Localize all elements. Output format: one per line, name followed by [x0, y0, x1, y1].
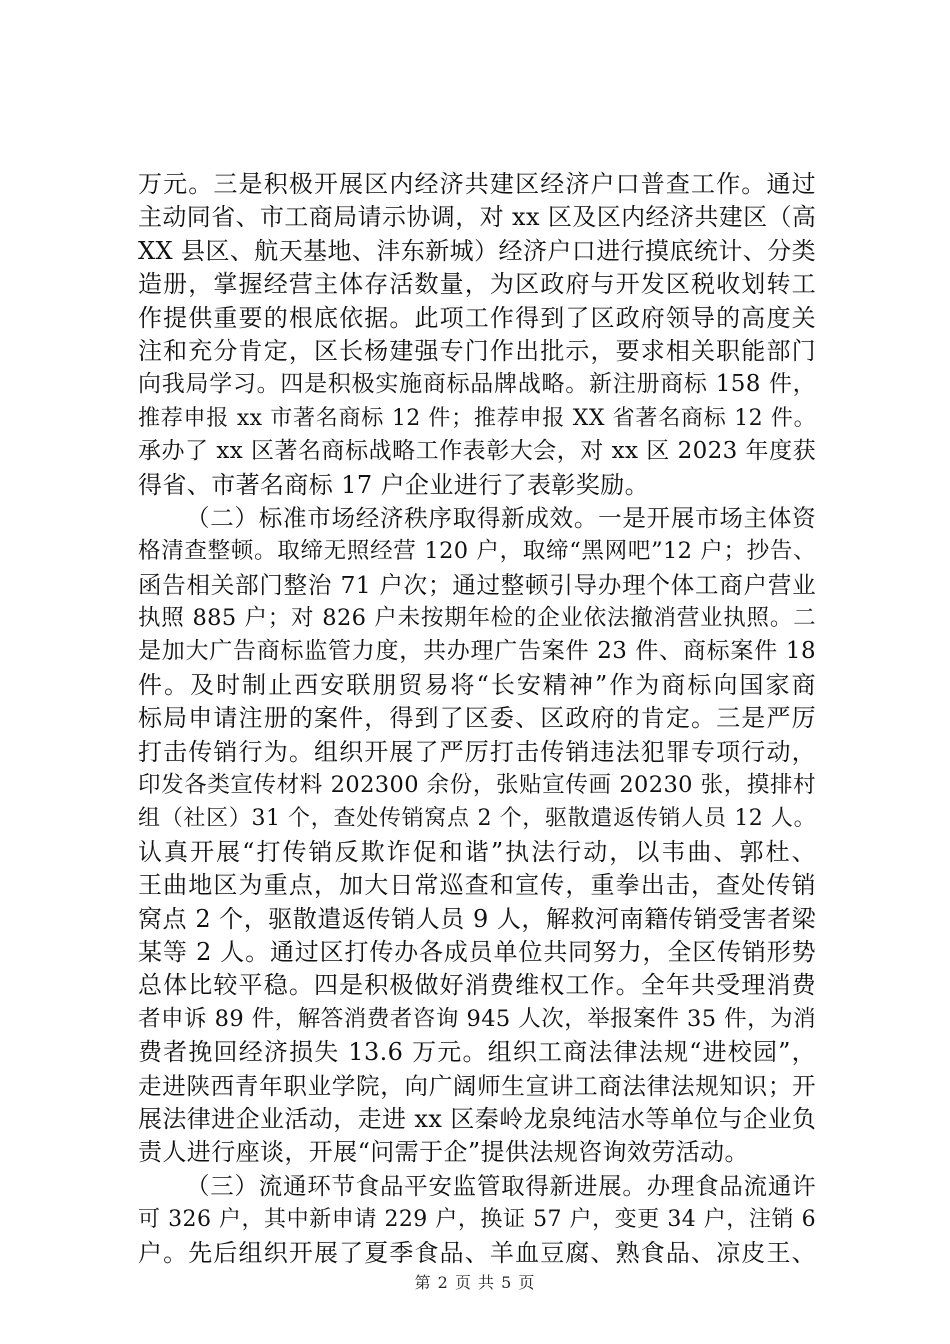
- text-line: 组（社区）31 个，查处传销窝点 2 个，驱散遣返传销人员 12 人。: [138, 806, 816, 832]
- text-line: 认真开展“打传销反欺诈促和谐”执法行动，以韦曲、郭杜、: [138, 837, 816, 866]
- text-line: 责人进行座谈，开展“问需于企”提供法规咨询效劳活动。: [138, 1138, 749, 1167]
- body-text: [138, 168, 816, 1270]
- text-line: 走进陕西青年职业学院，向广阔师生宣讲工商法律法规知识；开: [138, 1071, 816, 1100]
- text-line: 作提供重要的根底依据。此项工作得到了区政府领导的高度关: [138, 303, 816, 332]
- text-line: 某等 2 人。通过区打传办各成员单位共同努力，全区传销形势: [138, 937, 816, 966]
- text-line: 函告相关部门整治 71 户次；通过整顿引导办理个体工商户营业: [138, 570, 816, 599]
- text-line: 展法律进企业活动，走进 xx 区秦岭龙泉纯洁水等单位与企业负: [138, 1104, 817, 1133]
- text-line: （二）标准市场经济秩序取得新成效。一是开展市场主体资: [186, 503, 816, 532]
- page-number-footer: 第 2 页 共 5 页: [414, 1273, 536, 1292]
- text-line: 是加大广告商标监管力度，共办理广告案件 23 件、商标案件 18: [138, 638, 816, 665]
- text-line: 者申诉 89 件，解答消费者咨询 945 人次，举报案件 35 件，为消: [138, 1005, 816, 1032]
- text-line: 件。及时制止西安联朋贸易将“长安精神”作为商标向国家商: [138, 670, 816, 699]
- text-line: 主动同省、市工商局请示协调，对 xx 区及区内经济共建区（高: [138, 203, 817, 232]
- text-line: 王曲地区为重点，加大日常巡查和宣传，重拳出击，查处传销: [138, 871, 816, 900]
- text-line: 打击传销行为。组织开展了严厉打击传销违法犯罪专项行动，: [138, 737, 816, 766]
- text-line: 万元。三是积极开展区内经济共建区经济户口普查工作。通过: [138, 170, 816, 198]
- text-line: XX 县区、航天基地、沣东新城）经济户口进行摸底统计、分类: [138, 236, 816, 265]
- text-line: 执照 885 户；对 826 户未按期年检的企业依法撤消营业执照。二: [138, 605, 816, 632]
- text-line: 印发各类宣传材料 202300 余份，张贴宣传画 20230 张，摸排村: [138, 772, 816, 799]
- text-line: 向我局学习。四是积极实施商标品牌战略。新注册商标 158 件，: [138, 371, 816, 398]
- text-line: 户。先后组织开展了夏季食品、羊血豆腐、熟食品、凉皮王、: [138, 1238, 816, 1267]
- text-line: 费者挽回经济损失 13.6 万元。组织工商法律法规“进校园”，: [138, 1038, 816, 1067]
- text-line: 标局申请注册的案件，得到了区委、区政府的肯定。三是严厉: [138, 704, 816, 733]
- text-line: 可 326 户，其中新申请 229 户，换证 57 户，变更 34 户，注销 6: [138, 1207, 816, 1233]
- text-line: 推荐申报 xx 市著名商标 12 件；推荐申报 XX 省著名商标 12 件。: [138, 405, 816, 431]
- text-line: 格清查整顿。取缔无照经营 120 户，取缔“黑网吧”12 户；抄告、: [138, 538, 816, 565]
- text-line: 造册，掌握经营主体存活数量，为区政府与开发区税收划转工: [138, 270, 816, 299]
- text-line: 总体比较平稳。四是积极做好消费维权工作。全年共受理消费: [138, 971, 816, 1000]
- text-line: （三）流通环节食品平安监管取得新进展。办理食品流通许: [186, 1171, 816, 1200]
- text-line: 得省、市著名商标 17 户企业进行了表彰奖励。: [138, 470, 649, 499]
- text-line: 注和充分肯定，区长杨建强专门作出批示，要求相关职能部门: [138, 336, 816, 365]
- text-line: 窝点 2 个，驱散遣返传销人员 9 人，解救河南籍传销受害者梁: [138, 904, 816, 933]
- text-line: 承办了 xx 区著名商标战略工作表彰大会，对 xx 区 2023 年度获: [138, 438, 816, 465]
